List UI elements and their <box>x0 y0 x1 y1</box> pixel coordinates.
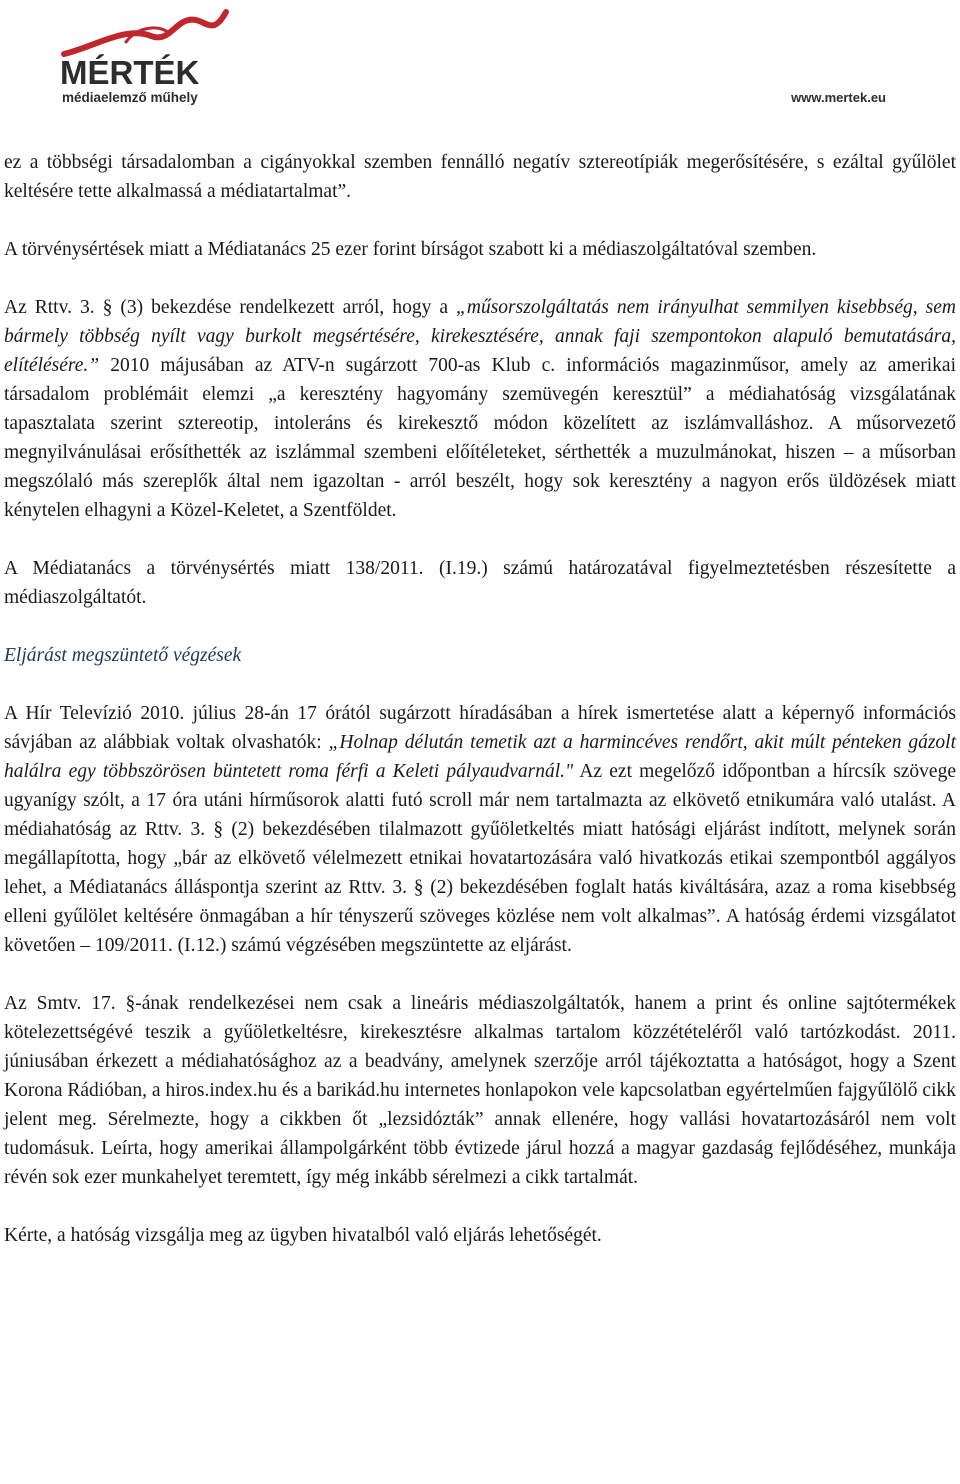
mertek-logo <box>56 6 246 110</box>
paragraph-3-text-b: 2010 májusában az ATV-n sugárzott 700-as Klub c. információs magazinműsor, amely az amerikai társadalom problémáit elemzi „a keresztény hagyomány szemüvegén keresztül” a médiahatóság vizsgálatának tapasztalata szerint sztereotip, intoleráns és kirekesztő módon közelített az iszlámvalláshoz. A műsorvezető megnyilvánulásai erősíthették az iszlámmal szembeni előítéleteket, sérthették a muzulmánokat, hiszen – a műsorban megszólaló más szereplők által nem igazoltan - arról beszélt, hogy sok keresztény a nagyon erős üldözések miatt kénytelen elhagyni a Közel-Keletet, a Szentföldet. <box>4 355 956 521</box>
brand-name: MÉRTÉK <box>60 54 200 91</box>
paragraph-6: Az Smtv. 17. §-ának rendelkezései nem csak a lineáris médiaszolgáltatók, hanem a print és online sajtótermékek kötelezettségévé teszik a gyűöletkeltésre, kirekesztésre alkalmas tartalom közzétételéről való tartózkodást. 2011. júniusában érkezett a médiahatósághoz az a beadvány, amelynek szerzője arról tájékoztatta a hatóságot, hogy a Szent Korona Rádióban, a hiros.index.hu és a barikád.hu internetes honlapokon vele kapcsolatban egyértelműen fajgyűlölő cikk jelent meg. Sérelmezte, hogy a cikkben őt „lezsidózták” annak ellenére, hogy vallási hovatartozásáról nem volt tudomásuk. Leírta, hogy amerikai állampolgárként több évtizede járul hozzá a magyar gazdaság fejlődéséhez, munkája révén sok ezer munkahelyet teremtett, így még inkább sérelmezi a cikk tartalmát. <box>4 993 956 1188</box>
paragraph-1: ez a többségi társadalomban a cigányokkal szemben fennálló negatív sztereotípiák megerősítésére, s ezáltal gyűlölet keltésére tette alkalmassá a médiatartalmat”. <box>4 152 956 202</box>
paragraph-3-quote: „műsorszolgáltatás nem irányulhat semmilyen kisebbség, sem bármely többség nyílt vagy burkolt megsértésére, kirekesztésére, annak faji szempontokon alapuló bemutatására, elítélésére.” <box>4 297 956 376</box>
section-heading: Eljárást megszüntető végzések <box>4 645 242 666</box>
paragraph-4: A Médiatanács a törvénysértés miatt 138/2011. (I.19.) számú határozatával figyelmeztetésben részesítette a médiaszolgáltatót. <box>4 558 956 608</box>
paragraph-7: Kérte, a hatóság vizsgálja meg az ügyben hivatalból való eljárás lehetőségét. <box>4 1225 602 1246</box>
document-body <box>4 148 956 1250</box>
paragraph-2: A törvénysértések miatt a Médiatanács 25 ezer forint bírságot szabott ki a médiaszolgáltatóval szemben. <box>4 239 817 260</box>
website-link[interactable]: www.mertek.eu <box>791 90 886 105</box>
paragraph-3-text-a: Az Rttv. 3. § (3) bekezdése rendelkezett arról, hogy a <box>4 297 457 318</box>
paragraph-3 <box>4 293 956 525</box>
paragraph-5-quote: „Holnap délután temetik azt a harmincéves rendőrt, akit múlt pénteken gázolt halálra egy többszörösen büntetett roma férfi a Keleti pályaudvarnál." <box>4 732 956 782</box>
paragraph-5-text-a: A Hír Televízió 2010. július 28-án 17 órától sugárzott híradásában a hírek ismertetése alatt a képernyő információs sávjában az alábbiak voltak olvashatók: <box>4 703 956 753</box>
page-header <box>0 0 960 120</box>
paragraph-5-text-b: Az ezt megelőző időpontban a hírcsík szövege ugyanígy szólt, a 17 óra utáni hírműsorok alatti futó scroll már nem tartalmazta az elkövető etnikumára való utalást. A médiahatóság az Rttv. 3. § (2) bekezdésében tilalmazott gyűöletkeltés miatt hatósági eljárást indított, melynek során megállapította, hogy „bár az elkövető vélelmezett etnikai hovatartozására való hivatkozás etikai szempontból aggályos lehet, a Médiatanács álláspontja szerint az Rttv. 3. § (2) bekezdésében foglalt hatás kiváltására, azaz a roma kisebbség elleni gyűlölet keltésére önmagában a hír tényszerű szöveges közlése nem volt alkalmas”. A hatóság érdemi vizsgálatot követően – 109/2011. (I.12.) számú végzésében megszüntette az eljárást. <box>4 761 956 956</box>
brand-tagline: médiaelemző műhely <box>62 90 198 105</box>
paragraph-5 <box>4 699 956 960</box>
